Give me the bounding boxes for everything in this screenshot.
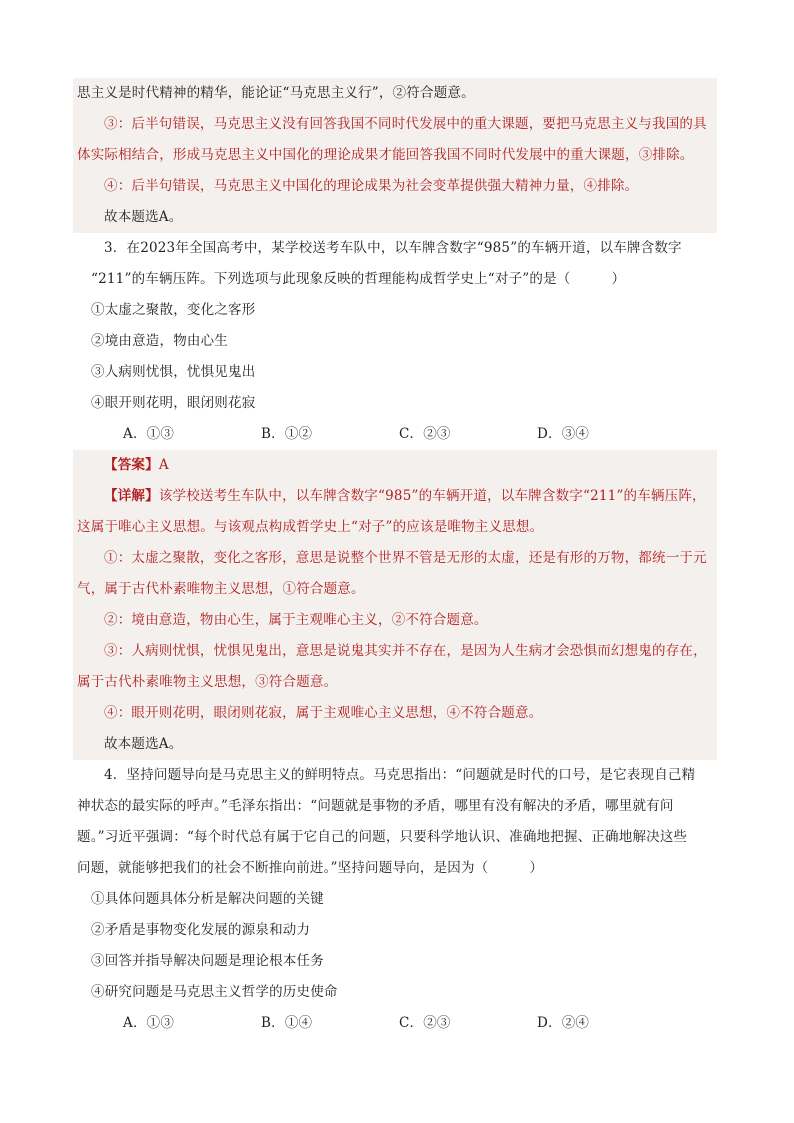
q3-item1-line1: ①：太虚之聚散，变化之客形，意思是说整个世界不管是无形的太虚，还是有形的万物，都统一于元	[104, 550, 707, 566]
q3-explanation-block	[73, 450, 717, 760]
q4-option-1: ①具体问题具体分析是解决问题的关键	[91, 891, 324, 907]
q3-choice-a[interactable]: A．①③	[123, 426, 175, 442]
q3-stem-line2: “211”的车辆压阵。下列选项与此现象反映的哲理能构成哲学史上“对子”的是（ ）	[91, 271, 626, 287]
q3-conclusion: 故本题选A。	[104, 736, 183, 752]
q2-conclusion: 故本题选A。	[104, 209, 183, 225]
q4-stem-line1: 4．坚持问题导向是马克思主义的鲜明特点。马克思指出：“问题就是时代的口号，是它表现自己精	[104, 767, 696, 783]
q3-option-3: ③人病则忧惧，忧惧见鬼出	[91, 364, 256, 380]
q4-choice-d[interactable]: D．②④	[537, 1015, 590, 1031]
q2-item3-line2: 体实际相结合，形成马克思主义中国化的理论成果才能回答我国不同时代发展中的重大课题，③排除。	[77, 147, 694, 163]
answer-label: 【答案】	[104, 457, 159, 473]
q3-detail-line1	[77, 481, 717, 512]
q4-choices	[77, 1008, 717, 1039]
q4-stem-line3: 题。”习近平强调：“每个时代总有属于它自己的问题，只要科学地认识、准确地把握、正确地解决这些	[77, 829, 688, 845]
q3-item2: ②：境由意造，物由心生，属于主观唯心主义，②不符合题意。	[104, 612, 488, 628]
q3-choice-c[interactable]: C．②③	[399, 426, 451, 442]
q3-item4: ④：眼开则花明，眼闭则花寂，属于主观唯心主义思想，④不符合题意。	[104, 705, 543, 721]
answer-value: A	[158, 457, 169, 473]
q3-option-4: ④眼开则花明，眼闭则花寂	[91, 395, 256, 411]
q2-explanation-line: 思主义是时代精神的精华，能论证“马克思主义行”，②符合题意。	[77, 85, 475, 101]
q2-item4: ④：后半句错误，马克思主义中国化的理论成果为社会变革提供强大精神力量，④排除。	[104, 178, 639, 194]
question-3	[77, 233, 717, 450]
q3-item3-line2: 属于古代朴素唯物主义思想，③符合题意。	[77, 674, 338, 690]
q3-answer	[77, 450, 717, 481]
q4-option-4: ④研究问题是马克思主义哲学的历史使命	[91, 984, 338, 1000]
q4-stem-line4: 问题，就能够把我们的社会不断推向前进。”坚持问题导向，是因为（ ）	[77, 860, 544, 876]
q3-detail-line2: 这属于唯心主义思想。与该观点构成哲学史上“对子”的应该是唯物主义思想。	[77, 519, 544, 535]
q3-option-1: ①太虚之聚散，变化之客形	[91, 302, 256, 318]
q4-stem-line2: 神状态的最实际的呼声。”毛泽东指出：“问题就是事物的矛盾，哪里有没有解决的矛盾，哪里就有问	[77, 798, 674, 814]
q2-explanation-block	[73, 78, 717, 233]
q3-choice-b[interactable]: B．①②	[261, 426, 313, 442]
q4-option-2: ②矛盾是事物变化发展的源泉和动力	[91, 922, 311, 938]
q3-stem-line1: 3．在2023年全国高考中，某学校送考车队中，以车牌含数字“985”的车辆开道，以车牌含数字	[104, 240, 682, 256]
q4-choice-a[interactable]: A．①③	[123, 1015, 175, 1031]
q3-choice-d[interactable]: D．③④	[537, 426, 590, 442]
q4-option-3: ③回答并指导解决问题是理论根本任务	[91, 953, 324, 969]
q4-choice-b[interactable]: B．①④	[261, 1015, 313, 1031]
q3-choices	[77, 419, 717, 450]
question-4	[77, 760, 717, 1039]
detail-label: 【详解】	[104, 488, 159, 504]
detail-text: 该学校送考生车队中，以车牌含数字“985”的车辆开道，以车牌含数字“211”的车辆压阵，	[158, 488, 706, 504]
q3-item1-line2: 气，属于古代朴素唯物主义思想，①符合题意。	[77, 581, 365, 597]
q4-choice-c[interactable]: C．②③	[399, 1015, 451, 1031]
q3-item3-line1: ③：人病则忧惧，忧惧见鬼出，意思是说鬼其实并不存在，是因为人生病才会恐惧而幻想鬼的存在，	[104, 643, 707, 659]
q2-item3-line1: ③：后半句错误，马克思主义没有回答我国不同时代发展中的重大课题，要把马克思主义与我国的具	[104, 116, 707, 132]
document-page	[77, 0, 717, 1039]
q3-option-2: ②境由意造，物由心生	[91, 333, 228, 349]
